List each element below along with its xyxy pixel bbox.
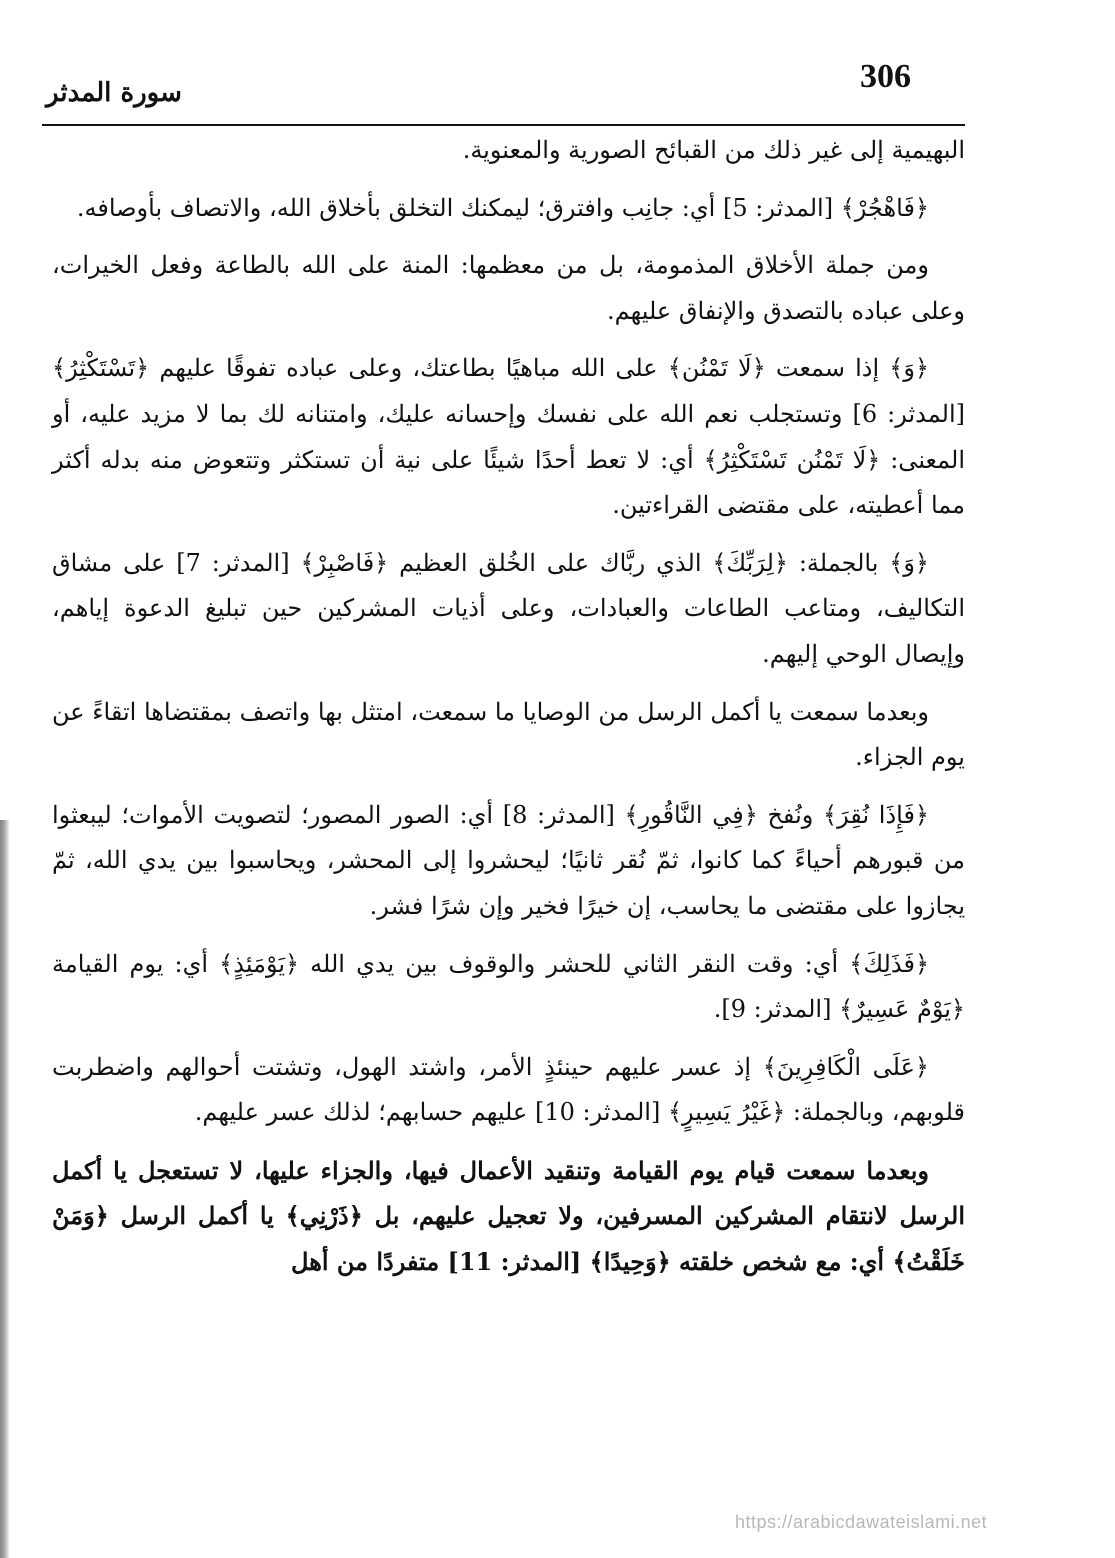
scan-edge-shadow — [0, 820, 10, 1558]
paragraph-5: ﴿وَ﴾ بالجملة: ﴿لِرَبِّكَ﴾ الذي ربَّاك على الخُلق العظيم ﴿فَاصْبِرْ﴾ [المدثر: 7] على مشاق التكاليف، ومتاعب الطاعات والعبادات، وعلى أذيات المشركين حين تبليغ الدعوة إياهم، وإيصال الوحي إليهم. — [52, 548, 965, 668]
paragraph-6: وبعدما سمعت يا أكمل الرسل من الوصايا ما سمعت، امتثل بها واتصف بمقتضاها اتقاءً عن يوم الجزاء. — [52, 697, 965, 772]
surah-title: سورة المدثر — [46, 78, 182, 108]
paragraph-2: ﴿فَاهْجُرْ﴾ [المدثر: 5] أي: جانِب وافترق؛ ليمكنك التخلق بأخلاق الله، والاتصاف بأوصافه. — [76, 193, 929, 222]
paragraph-1: البهيمية إلى غير ذلك من القبائح الصورية والمعنوية. — [462, 136, 965, 164]
watermark-url: https://arabicdawateislami.net — [735, 1512, 988, 1532]
paragraph-7: ﴿فَإِذَا نُقِرَ﴾ ونُفخ ﴿فِي النَّاقُورِ﴾ [المدثر: 8] أي: الصور المصور؛ لتصويت الأموات؛ ليبعثوا من قبورهم أحياءً كما كانوا، ثمّ نُقر ثانيًا؛ ليحشروا إلى المحشر، ويحاسبوا بين يدي الله، ثمّ يجازوا على مقتضى ما يحاسب، إن خيرًا فخير وإن شرًا فشر. — [52, 800, 965, 920]
page-body — [52, 128, 965, 1297]
paragraph-10: وبعدما سمعت قيام يوم القيامة وتنقيد الأعمال فيها، والجزاء عليها، لا تستعجل يا أكمل الرسل لانتقام المشركين المسرفين، ولا تعجيل عليهم، بل ﴿ذَرْنِي﴾ يا أكمل الرسل ﴿وَمَنْ خَلَقْتُ﴾ أي: مع شخص خلقته ﴿وَحِيدًا﴾ [المدثر: 11] متفردًا من أهل — [52, 1155, 965, 1277]
page-number: 306 — [860, 58, 911, 95]
paragraph-9: ﴿عَلَى الْكَافِرِينَ﴾ إذ عسر عليهم حينئذٍ الأمر، واشتد الهول، وتشتت أحوالهم واضطربت قلوبهم، وبالجملة: ﴿غَيْرُ يَسِيرٍ﴾ [المدثر: 10] عليهم حسابهم؛ لذلك عسر عليهم. — [52, 1052, 965, 1127]
paragraph-8: ﴿فَذَلِكَ﴾ أي: وقت النقر الثاني للحشر والوقوف بين يدي الله ﴿يَوْمَئِذٍ﴾ أي: يوم القيامة ﴿يَوْمٌ عَسِيرٌ﴾ [المدثر: 9]. — [52, 949, 965, 1024]
paragraph-4: ﴿وَ﴾ إذا سمعت ﴿لَا تَمْنُن﴾ على الله مباهيًا بطاعتك، وعلى عباده تفوقًا عليهم ﴿تَسْتَكْثِرُ﴾ [المدثر: 6] وتستجلب نعم الله على نفسك وإحسانه عليك، وامتنانه لك بما لا مزيد عليه، أو المعنى: ﴿لَا تَمْنُن تَسْتَكْثِرُ﴾ أي: لا تعط أحدًا شيئًا على نية أن تستكثر وتتعوض منه بدله أكثر مما أعطيته، على مقتضى القراءتين. — [52, 354, 965, 520]
paragraph-3: ومن جملة الأخلاق المذمومة، بل من معظمها: المنة على الله بالطاعة وفعل الخيرات، وعلى عباده بالتصدق والإنفاق عليهم. — [52, 251, 965, 325]
